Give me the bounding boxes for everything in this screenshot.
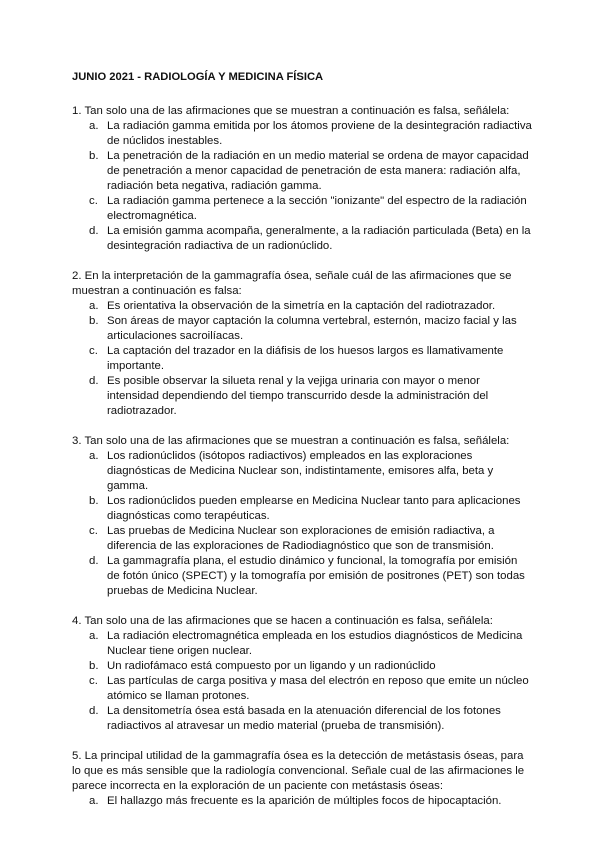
option-text: Un radiofámaco está compuesto por un ligando y un radionúclido	[107, 660, 436, 672]
option-text: La radiación gamma pertenece a la sección "ionizante" del espectro de la radiación electromagnética.	[107, 195, 527, 222]
option-text: La captación del trazador en la diáfisis de los huesos largos es llamativamente importante.	[107, 345, 504, 372]
option-letter: c.	[89, 675, 98, 687]
option-letter: a.	[89, 795, 99, 807]
page-title: JUNIO 2021 - RADIOLOGÍA Y MEDICINA FÍSICA	[72, 71, 324, 83]
option-list	[72, 119, 532, 254]
answer-option	[72, 794, 532, 809]
option-text: La densitometría ósea está basada en la atenuación diferencial de los fotones radiactivos al atravesar un medio material (prueba de transmisión).	[107, 705, 501, 732]
option-letter: a.	[89, 450, 99, 462]
question-stem: 5. La principal utilidad de la gammagrafía ósea es la detección de metástasis óseas, para lo que es más sensible que la radiología convencional. Señale cual de las afirmaciones le parece incorrecta en la exploración de un paciente con metástasis óseas:	[72, 750, 525, 792]
option-letter: a.	[89, 300, 99, 312]
answer-option	[72, 704, 532, 734]
answer-option	[72, 194, 532, 224]
question-5	[72, 749, 532, 809]
option-text: La radiación electromagnética empleada en los estudios diagnósticos de Medicina Nuclear tiene origen nuclear.	[107, 630, 523, 657]
answer-option	[72, 494, 532, 524]
question-2	[72, 269, 532, 419]
option-text: La gammagrafía plana, el estudio dinámico y funcional, la tomografía por emisión de fotón único (SPECT) y la tomografía por emisión de positrones (PET) son todas pruebas de Medicina Nuclear.	[107, 555, 525, 597]
answer-option	[72, 344, 532, 374]
option-letter: b.	[89, 495, 99, 507]
option-letter: b.	[89, 315, 99, 327]
option-letter: b.	[89, 150, 99, 162]
option-text: El hallazgo más frecuente es la aparición de múltiples focos de hipocaptación.	[107, 795, 502, 807]
option-text: Las partículas de carga positiva y masa del electrón en reposo que emite un núcleo atómico se llaman protones.	[107, 675, 529, 702]
option-text: Es orientativa la observación de la simetría en la captación del radiotrazador.	[107, 300, 496, 312]
question-stem: 2. En la interpretación de la gammagrafía ósea, señale cuál de las afirmaciones que se muestran a continuación es falsa:	[72, 270, 512, 297]
option-list	[72, 449, 532, 599]
answer-option	[72, 629, 532, 659]
answer-option	[72, 374, 532, 419]
answer-option	[72, 314, 532, 344]
answer-option	[72, 659, 532, 674]
answer-option	[72, 674, 532, 704]
option-text: Los radionúclidos pueden emplearse en Medicina Nuclear tanto para aplicaciones diagnósticas como terapéuticas.	[107, 495, 521, 522]
answer-option	[72, 299, 532, 314]
option-letter: b.	[89, 660, 99, 672]
option-letter: c.	[89, 195, 98, 207]
answer-option	[72, 554, 532, 599]
option-letter: c.	[89, 345, 98, 357]
answer-option	[72, 449, 532, 494]
question-stem: 1. Tan solo una de las afirmaciones que se muestran a continuación es falsa, señálela:	[72, 105, 510, 117]
exam-page	[72, 70, 532, 824]
answer-option	[72, 224, 532, 254]
option-text: Son áreas de mayor captación la columna vertebral, esternón, macizo facial y las articulaciones sacroilíacas.	[107, 315, 517, 342]
option-letter: d.	[89, 555, 99, 567]
question-3	[72, 434, 532, 599]
option-letter: d.	[89, 705, 99, 717]
option-letter: a.	[89, 120, 99, 132]
option-text: La emisión gamma acompaña, generalmente, a la radiación particulada (Beta) en la desintegración radiactiva de un radionúclido.	[107, 225, 531, 252]
option-list	[72, 299, 532, 419]
option-letter: c.	[89, 525, 98, 537]
question-1	[72, 104, 532, 254]
question-list	[72, 104, 532, 809]
option-list	[72, 629, 532, 734]
answer-option	[72, 524, 532, 554]
question-stem: 4. Tan solo una de las afirmaciones que se hacen a continuación es falsa, señálela:	[72, 615, 493, 627]
option-list	[72, 794, 532, 809]
question-4	[72, 614, 532, 734]
option-text: Los radionúclidos (isótopos radiactivos) empleados en las exploraciones diagnósticas de Medicina Nuclear son, indistintamente, emisores alfa, beta y gamma.	[107, 450, 494, 492]
option-text: Es posible observar la silueta renal y la vejiga urinaria con mayor o menor intensidad dependiendo del tiempo transcurrido desde la administración del radiotrazador.	[107, 375, 489, 417]
option-letter: d.	[89, 225, 99, 237]
option-letter: d.	[89, 375, 99, 387]
answer-option	[72, 119, 532, 149]
question-stem: 3. Tan solo una de las afirmaciones que se muestran a continuación es falsa, señálela:	[72, 435, 510, 447]
option-letter: a.	[89, 630, 99, 642]
option-text: Las pruebas de Medicina Nuclear son exploraciones de emisión radiactiva, a diferencia de las exploraciones de Radiodiagnóstico que son de transmisión.	[107, 525, 495, 552]
option-text: La penetración de la radiación en un medio material se ordena de mayor capacidad de penetración a menor capacidad de penetración de esta manera: radiación alfa, radiación beta negativa, radiación gamma.	[107, 150, 529, 192]
answer-option	[72, 149, 532, 194]
option-text: La radiación gamma emitida por los átomos proviene de la desintegración radiactiva de núclidos inestables.	[107, 120, 532, 147]
